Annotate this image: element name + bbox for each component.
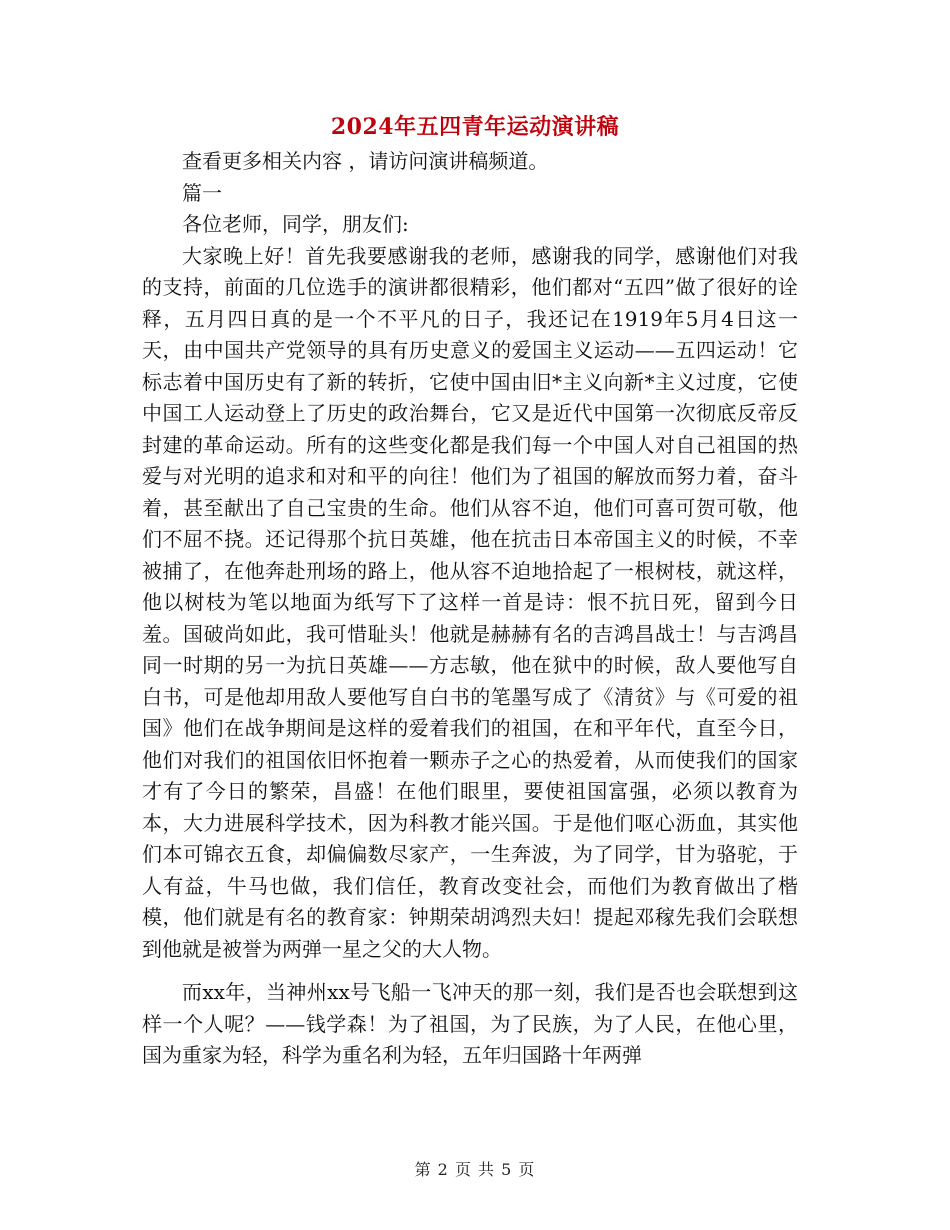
section-label: 篇一 <box>182 180 222 205</box>
greeting-line: 各位老师，同学，朋友们: <box>182 212 409 236</box>
intro-line: 查看更多相关内容 ，请访问演讲稿频道。 <box>182 149 549 173</box>
document-title: 2024年五四青年运动演讲稿 <box>330 114 620 140</box>
paragraph-2: 而xx年，当神州xx号飞船一飞冲天的那一刻，我们是否也会联想到这样一个人呢？——钱学森！为了祖国，为了民族，为了人民，在他心里，国为重家为轻，科学为重名利为轻，五年归国路十年两弹 <box>142 980 798 1067</box>
paragraph-1: 大家晚上好！首先我要感谢我的老师，感谢我的同学，感谢他们对我的支持，前面的几位选手的演讲都很精彩，他们都对“五四”做了很好的诠释，五月四日真的是一个不平凡的日子，我还记在1919年5月4日这一天，由中国共产党领导的具有历史意义的爱国主义运动——五四运动！它标志着中国历史有了新的转折，它使中国由旧*主义向新*主义过度，它使中国工人运动登上了历史的政治舞台，它又是近代中国第一次彻底反帝反封建的革命运动。所有的这些变化都是我们每一个中国人对自己祖国的热爱与对光明的追求和对和平的向往！他们为了祖国的解放而努力着，奋斗着，甚至献出了自己宝贵的生命。他们从容不迫，他们可喜可贺可敬，他们不屈不挠。还记得那个抗日英雄，他在抗击日本帝国主义的时候，不幸被捕了，在他奔赴刑场的路上，他从容不迫地拾起了一根树枝，就这样，他以树枝为笔以地面为纸写下了这样一首是诗：恨不抗日死，留到今日羞。国破尚如此，我可惜耻头！他就是赫赫有名的吉鸿昌战士！与吉鸿昌同一时期的另一为抗日英雄——方志敏，他在狱中的时候，敌人要他写自白书，可是他却用敌人要他写自白书的笔墨写成了《清贫》与《可爱的祖国》他们在战争期间是这样的爱着我们的祖国，在和平年代，直至今日，他们对我们的祖国依旧怀抱着一颗赤子之心的热爱着，从而使我们的国家才有了今日的繁荣，昌盛！在他们眼里，要使祖国富强，必须以教育为本，大力进展科学技术，因为科教才能兴国。于是他们呕心沥血，其实他们本可锦衣五食，却偏偏数尽家产，一生奔波，为了同学，甘为骆驼，于人有益，牛马也做，我们信任，教育改变社会，而他们为教育做出了楷模，他们就是有名的教育家：钟期荣胡鸿烈夫妇！提起邓稼先我们会联想到他就是被誉为两弹一星之父的大人物。 <box>142 243 798 961</box>
document-body <box>142 146 798 1072</box>
page-footer: 第 2 页 共 5 页 <box>414 1160 536 1179</box>
